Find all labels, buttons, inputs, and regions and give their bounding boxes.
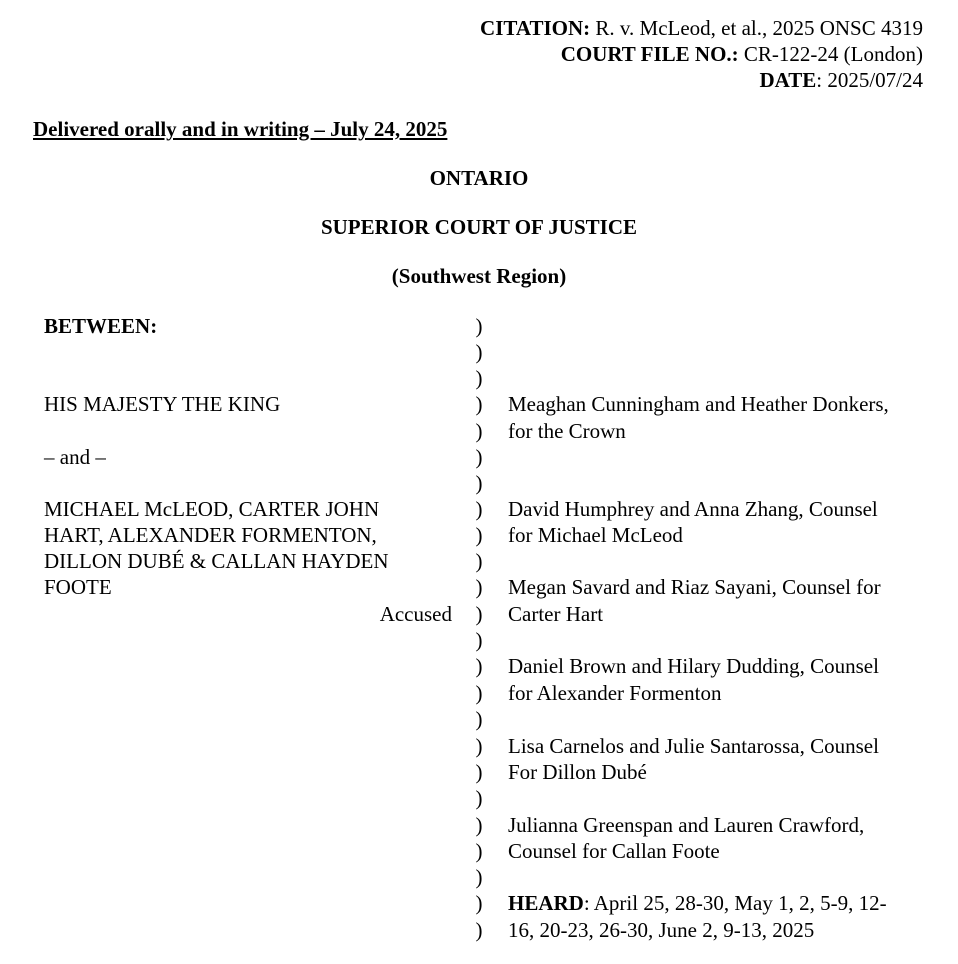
and-separator: – and – xyxy=(44,445,106,469)
paren-mark: ) xyxy=(475,575,483,599)
paren-mark: ) xyxy=(475,523,483,547)
paren-mark: ) xyxy=(475,839,483,863)
paren-mark: ) xyxy=(475,654,483,678)
court-file-label: COURT FILE NO.: xyxy=(560,42,739,66)
counsel-mcleod-line-1: David Humphrey and Anna Zhang, Counsel xyxy=(508,497,878,521)
paren-mark: ) xyxy=(475,681,483,705)
delivery-note: Delivered orally and in writing – July 24, 2025 xyxy=(33,117,448,141)
paren-mark: ) xyxy=(475,340,483,364)
counsel-foote-line-2: Counsel for Callan Foote xyxy=(508,839,720,863)
counsel-formenton-line-1: Daniel Brown and Hilary Dudding, Counsel xyxy=(508,654,879,678)
counsel-foote-line-1: Julianna Greenspan and Lauren Crawford, xyxy=(508,813,865,837)
paren-mark: ) xyxy=(475,734,483,758)
court-province: ONTARIO xyxy=(429,166,529,190)
paren-mark: ) xyxy=(475,549,483,573)
court-name: SUPERIOR COURT OF JUSTICE xyxy=(320,215,638,239)
paren-mark: ) xyxy=(475,865,483,889)
paren-mark: ) xyxy=(475,392,483,416)
counsel-crown-line-1: Meaghan Cunningham and Heather Donkers, xyxy=(508,392,889,416)
between-label: BETWEEN: xyxy=(44,314,158,338)
paren-mark: ) xyxy=(475,445,483,469)
counsel-dube-line-2: For Dillon Dubé xyxy=(508,760,647,784)
date-line xyxy=(759,67,923,93)
counsel-mcleod-line-2: for Michael McLeod xyxy=(508,523,683,547)
counsel-hart-line-2: Carter Hart xyxy=(508,602,604,626)
counsel-formenton-line-2: for Alexander Formenton xyxy=(508,681,722,705)
counsel-dube-line-1: Lisa Carnelos and Julie Santarossa, Counsel xyxy=(508,734,879,758)
paren-mark: ) xyxy=(475,314,483,338)
paren-mark: ) xyxy=(475,602,483,626)
heard-label: HEARD xyxy=(508,891,584,915)
accused-line-4: FOOTE xyxy=(44,575,112,599)
accused-line-2: HART, ALEXANDER FORMENTON, xyxy=(44,523,377,547)
paren-mark: ) xyxy=(475,707,483,731)
date-label: DATE xyxy=(759,68,817,92)
paren-mark: ) xyxy=(475,497,483,521)
paren-mark: ) xyxy=(475,760,483,784)
paren-mark: ) xyxy=(475,366,483,390)
court-file-value: CR-122-24 (London) xyxy=(743,42,923,66)
heard-dates-1: : April 25, 28-30, May 1, 2, 5-9, 12- xyxy=(583,891,887,915)
paren-mark: ) xyxy=(475,813,483,837)
paren-mark: ) xyxy=(475,471,483,495)
counsel-crown-line-2: for the Crown xyxy=(508,419,626,443)
accused-line-3: DILLON DUBÉ & CALLAN HAYDEN xyxy=(44,549,389,573)
accused-label: Accused xyxy=(379,602,452,626)
citation-value: R. v. McLeod, et al., 2025 ONSC 4319 xyxy=(595,16,923,40)
paren-mark: ) xyxy=(475,628,483,652)
court-region: (Southwest Region) xyxy=(391,264,567,288)
counsel-hart-line-1: Megan Savard and Riaz Sayani, Counsel for xyxy=(508,575,881,599)
court-file-line xyxy=(561,41,923,67)
heard-line-2: 16, 20-23, 26-30, June 2, 9-13, 2025 xyxy=(508,918,815,942)
citation-line xyxy=(480,15,923,41)
date-value: : 2025/07/24 xyxy=(816,68,923,92)
paren-mark: ) xyxy=(475,918,483,942)
crown-party: HIS MAJESTY THE KING xyxy=(44,392,281,416)
citation-label: CITATION: xyxy=(480,16,591,40)
paren-mark: ) xyxy=(475,891,483,915)
paren-mark: ) xyxy=(475,419,483,443)
paren-mark: ) xyxy=(475,786,483,810)
accused-line-1: MICHAEL McLEOD, CARTER JOHN xyxy=(44,497,380,521)
heard-line-1 xyxy=(508,890,887,916)
